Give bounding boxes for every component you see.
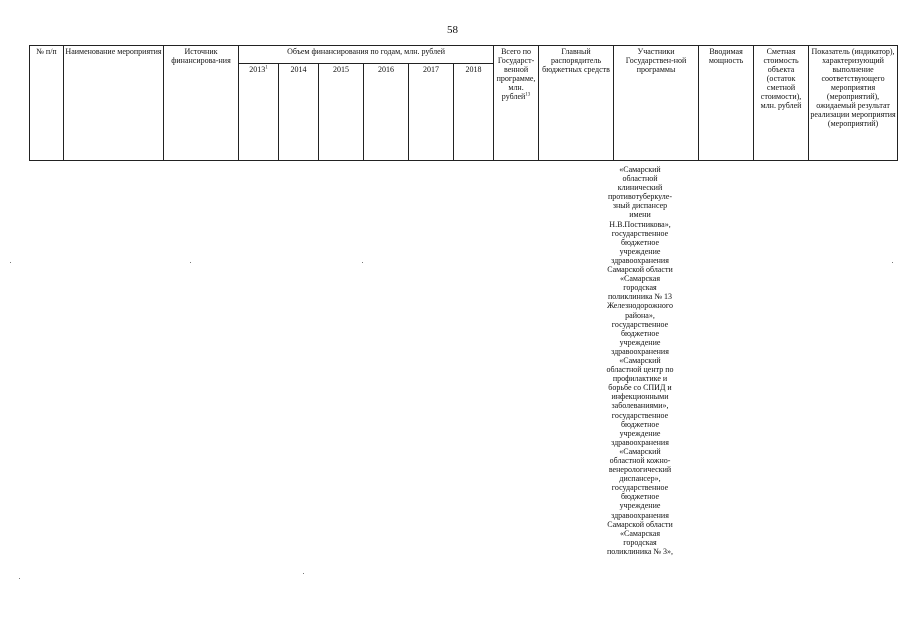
scan-speck — [19, 578, 20, 579]
participants-line: «Самарская — [620, 274, 660, 284]
participants-line: клинический — [617, 183, 663, 193]
participants-line: Н.В.Постникова», — [609, 219, 671, 229]
scan-speck — [362, 262, 363, 263]
participants-line: поликлиника № 3», — [606, 546, 674, 556]
participants-line: «Самарский — [619, 446, 661, 456]
scan-speck — [10, 262, 11, 263]
participants-line: государственное — [611, 228, 669, 238]
participants-line: здравоохранения — [611, 437, 669, 447]
participants-line: учреждение — [619, 246, 661, 256]
year-header-2016: 2016 — [364, 64, 409, 161]
program-table-header — [29, 45, 898, 161]
scan-speck — [303, 573, 304, 574]
participants-line: «Самарский — [619, 165, 661, 174]
col-header-indicator: Показатель (индикатор), характеризующий выполнение соответствующего мероприятия (мероприятий), ожидаемый результат реализации мероприятия (мероприятий) — [809, 46, 898, 161]
participants-line: имени — [629, 210, 651, 220]
participants-line: Железнодорожного — [607, 301, 673, 311]
col-header-number: № п/п — [30, 46, 64, 161]
participants-line: поликлиника № 13 — [607, 292, 673, 302]
col-header-manager: Главный распорядитель бюджетных средств — [539, 46, 614, 161]
participants-line: «Самарская — [620, 528, 660, 538]
col-header-financing: Объем финансирования по годам, млн. рублей — [239, 46, 494, 64]
participants-line: государственное — [611, 483, 669, 493]
participants-line: государственное — [611, 319, 669, 329]
participants-line: заболеваниями», — [611, 401, 669, 411]
participants-line: городская — [623, 537, 657, 547]
participants-line: государственное — [611, 410, 669, 420]
col-header-estimate: Сметная стоимость объекта (остаток сметной стоимости), млн. рублей — [754, 46, 809, 161]
page-number: 58 — [447, 24, 458, 36]
participants-line: Самарской области — [607, 265, 673, 275]
participants-line: здравоохранения — [611, 346, 669, 356]
year-header-2013: 2013$^1$ — [239, 64, 279, 161]
year-header-2014: 2014 — [279, 64, 319, 161]
participants-line: бюджетное — [620, 237, 660, 247]
participants-line: областной кожно- — [609, 456, 671, 465]
participants-line: зный диспансер — [612, 201, 668, 211]
participants-line: Самарской области — [607, 519, 673, 529]
participants-line: венерологический — [608, 465, 672, 475]
participants-line: борьбе со СПИД и — [608, 383, 672, 393]
participants-line: бюджетное — [620, 492, 660, 502]
participants-line: района», — [625, 310, 655, 320]
participants-line: бюджетное — [620, 419, 660, 429]
col-header-source: Источник финансирова-ния — [164, 46, 239, 161]
participants-line: диспансер», — [619, 474, 661, 484]
participants-line: бюджетное — [620, 328, 660, 338]
participants-line: «Самарский — [619, 355, 661, 365]
participants-line: учреждение — [619, 337, 661, 347]
participants-line: учреждение — [619, 428, 661, 438]
participants-line: учреждение — [619, 501, 661, 511]
scan-speck — [892, 262, 893, 263]
col-header-name: Наименование мероприятия — [64, 46, 164, 161]
scan-speck — [190, 262, 191, 263]
col-header-participants: Участники Государствен-ной программы — [614, 46, 699, 161]
participants-line: здравоохранения — [611, 510, 669, 520]
participants-line: областной центр по — [606, 365, 674, 375]
col-header-total: Всего по Государст-венной программе, млн. рублей$^{13}$ — [494, 46, 539, 161]
participants-line: противотуберкуле- — [608, 192, 672, 202]
year-header-2018: 2018 — [454, 64, 494, 161]
participants-line: областной — [622, 174, 658, 184]
participants-line: здравоохранения — [611, 255, 669, 265]
participants-line: профилактике и — [612, 374, 668, 384]
participants-line: городская — [623, 283, 657, 293]
year-header-2017: 2017 — [409, 64, 454, 161]
participants-line: инфекционными — [611, 392, 669, 402]
participants-cell-text — [595, 165, 685, 556]
col-header-capacity: Вводимая мощность — [699, 46, 754, 161]
year-header-2015: 2015 — [319, 64, 364, 161]
